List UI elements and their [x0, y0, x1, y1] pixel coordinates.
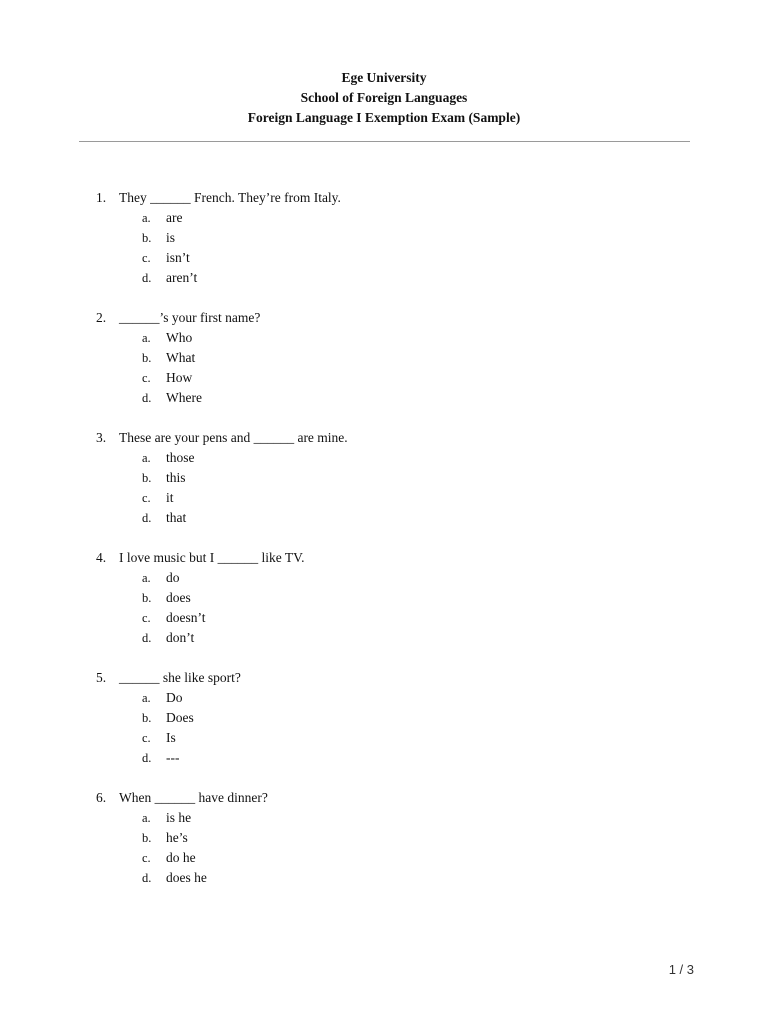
option-list	[0, 328, 768, 408]
option-text: are	[166, 210, 183, 225]
option-list	[0, 208, 768, 288]
question-3	[0, 428, 768, 528]
option-c	[0, 488, 768, 508]
option-letter: b.	[142, 231, 152, 245]
option-text: Is	[166, 730, 176, 745]
option-b	[0, 468, 768, 488]
option-letter: a.	[142, 571, 151, 585]
option-c	[0, 848, 768, 868]
option-letter: c.	[142, 731, 151, 745]
question-text: ______ she like sport?	[119, 670, 241, 685]
question-number: 5.	[96, 670, 107, 685]
option-text: Who	[166, 330, 193, 345]
option-letter: b.	[142, 591, 152, 605]
option-letter: b.	[142, 471, 152, 485]
option-d	[0, 508, 768, 528]
option-text: is he	[166, 810, 192, 825]
page-number: 1 / 3	[668, 962, 694, 977]
option-list	[0, 688, 768, 768]
option-letter: d.	[142, 511, 152, 525]
option-a	[0, 448, 768, 468]
header-divider	[79, 141, 690, 142]
option-text: How	[166, 370, 193, 385]
question-2	[0, 308, 768, 408]
option-letter: a.	[142, 451, 151, 465]
option-text: do he	[166, 850, 196, 865]
question-text: These are your pens and ______ are mine.	[119, 430, 348, 445]
option-letter: d.	[142, 631, 152, 645]
option-text: do	[166, 570, 180, 585]
question-number: 3.	[96, 430, 107, 445]
question-number: 6.	[96, 790, 107, 805]
option-b	[0, 828, 768, 848]
option-text: don’t	[166, 630, 195, 645]
option-text: Where	[166, 390, 202, 405]
option-list	[0, 448, 768, 528]
option-c	[0, 608, 768, 628]
question-number: 4.	[96, 550, 107, 565]
option-letter: a.	[142, 691, 151, 705]
option-a	[0, 568, 768, 588]
option-b	[0, 588, 768, 608]
option-c	[0, 248, 768, 268]
option-letter: a.	[142, 331, 151, 345]
option-text: doesn’t	[166, 610, 206, 625]
option-a	[0, 208, 768, 228]
option-text: aren’t	[166, 270, 198, 285]
option-a	[0, 808, 768, 828]
option-c	[0, 368, 768, 388]
option-b	[0, 348, 768, 368]
option-letter: d.	[142, 751, 152, 765]
question-6	[0, 788, 768, 888]
question-text: When ______ have dinner?	[119, 790, 268, 805]
option-letter: c.	[142, 611, 151, 625]
question-number: 1.	[96, 190, 107, 205]
option-list	[0, 568, 768, 648]
school-name: School of Foreign Languages	[300, 90, 468, 105]
option-d	[0, 388, 768, 408]
option-letter: a.	[142, 211, 151, 225]
option-text: that	[166, 510, 187, 525]
option-b	[0, 708, 768, 728]
option-letter: b.	[142, 351, 152, 365]
option-letter: c.	[142, 851, 151, 865]
question-number: 2.	[96, 310, 107, 325]
university-name: Ege University	[341, 70, 427, 85]
option-letter: c.	[142, 251, 151, 265]
option-b	[0, 228, 768, 248]
question-text: They ______ French. They’re from Italy.	[119, 190, 341, 205]
option-list	[0, 808, 768, 888]
exam-header	[0, 68, 768, 128]
option-d	[0, 268, 768, 288]
option-text: is	[166, 230, 176, 245]
option-text: Does	[166, 710, 194, 725]
option-d	[0, 628, 768, 648]
question-5	[0, 668, 768, 768]
option-text: ---	[166, 750, 180, 765]
option-letter: b.	[142, 711, 152, 725]
option-text: Do	[166, 690, 183, 705]
option-d	[0, 868, 768, 888]
option-letter: d.	[142, 391, 152, 405]
option-d	[0, 748, 768, 768]
option-c	[0, 728, 768, 748]
question-1	[0, 188, 768, 288]
option-letter: a.	[142, 811, 151, 825]
option-text: those	[166, 450, 195, 465]
question-list	[0, 188, 768, 908]
question-text: I love music but I ______ like TV.	[119, 550, 305, 565]
option-a	[0, 328, 768, 348]
option-letter: d.	[142, 871, 152, 885]
option-letter: c.	[142, 371, 151, 385]
option-letter: c.	[142, 491, 151, 505]
question-4	[0, 548, 768, 648]
option-letter: d.	[142, 271, 152, 285]
option-letter: b.	[142, 831, 152, 845]
option-text: isn’t	[166, 250, 190, 265]
exam-title: Foreign Language I Exemption Exam (Sample)	[247, 110, 521, 125]
question-text: ______’s your first name?	[119, 310, 261, 325]
option-text: does	[166, 590, 191, 605]
option-text: it	[166, 490, 174, 505]
option-text: What	[166, 350, 196, 365]
option-a	[0, 688, 768, 708]
option-text: this	[166, 470, 186, 485]
option-text: he’s	[166, 830, 188, 845]
option-text: does he	[166, 870, 207, 885]
